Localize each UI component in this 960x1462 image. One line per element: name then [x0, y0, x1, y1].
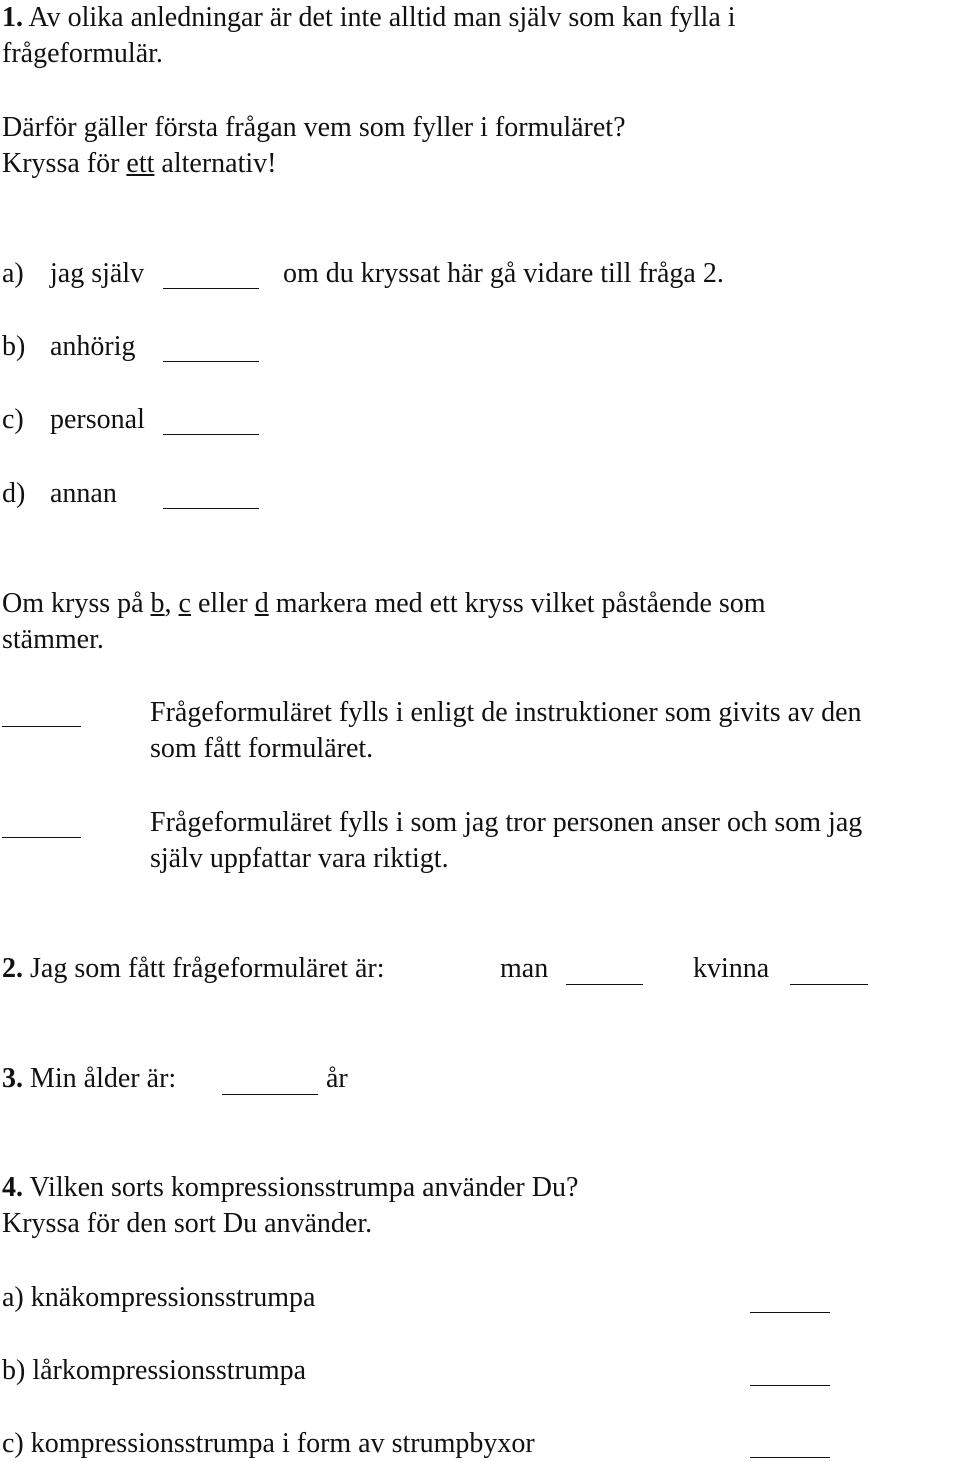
- q3-unit: år: [326, 1063, 348, 1094]
- q2-man-label: man: [500, 953, 549, 984]
- q3-text: Min ålder är:: [30, 1063, 177, 1094]
- q1-option-b-letter: b): [2, 331, 26, 362]
- q1-follow-c: c: [178, 588, 191, 619]
- q1-statement-1-blank[interactable]: [2, 726, 81, 727]
- q1-option-c-letter: c): [2, 404, 24, 435]
- q1-option-b-blank[interactable]: [163, 361, 259, 362]
- q3-line: [2, 1061, 176, 1097]
- q4-option-b-letter: b): [2, 1355, 26, 1386]
- q1-option-d-label: annan: [50, 478, 117, 509]
- q1-option-a-label: jag själv: [50, 258, 145, 289]
- q1-follow-pre: Om kryss på: [2, 588, 151, 619]
- q1-instruction-line1: Därför gäller första frågan vem som fyller i formuläret?: [2, 112, 626, 143]
- q1-statement-2-blank[interactable]: [2, 837, 81, 838]
- q3-number: 3.: [2, 1063, 23, 1094]
- q1-intro-line2: frågeformulär.: [2, 38, 163, 69]
- q1-statement-1-line2: som fått formuläret.: [150, 733, 374, 764]
- q2-kvinna-blank[interactable]: [790, 984, 868, 985]
- q1-follow-b: b: [150, 588, 165, 619]
- q1-follow-d: d: [254, 588, 269, 619]
- q1-option-b-label: anhörig: [50, 331, 136, 362]
- q1-statement-1-line1: Frågeformuläret fylls i enligt de instruktioner som givits av den: [150, 697, 862, 728]
- q1-option-c-label: personal: [50, 404, 145, 435]
- q1-follow-sep1: ,: [164, 588, 179, 619]
- q4-option-a-blank[interactable]: [750, 1312, 830, 1313]
- q2-line: [2, 951, 385, 987]
- q4-option-b: [2, 1353, 306, 1389]
- q2-man-blank[interactable]: [566, 984, 643, 985]
- q1-intro-text: Av olika anledningar är det inte alltid man själv som kan fylla i: [28, 2, 736, 33]
- q1-statement-2-line1: Frågeformuläret fylls i som jag tror personen anser och som jag: [150, 807, 863, 838]
- q4-option-b-blank[interactable]: [750, 1385, 830, 1386]
- q4-option-c-letter: c): [2, 1428, 24, 1459]
- q4-option-c: [2, 1426, 535, 1462]
- q1-number: 1.: [2, 2, 23, 33]
- q4-text: Vilken sorts kompressionsstrumpa använder Du?: [29, 1172, 579, 1203]
- q1-option-a-letter: a): [2, 258, 24, 289]
- q1-option-d-blank[interactable]: [163, 508, 259, 509]
- q3-age-blank[interactable]: [222, 1094, 318, 1095]
- q4-option-b-label: lårkompressionsstrumpa: [32, 1355, 307, 1386]
- q1-intro-line1: [2, 0, 736, 36]
- q4-line1: [2, 1170, 578, 1206]
- q1-option-a-note: om du kryssat här gå vidare till fråga 2.: [283, 258, 724, 289]
- q1-follow-line2: stämmer.: [2, 624, 104, 655]
- q4-option-a-letter: a): [2, 1282, 24, 1313]
- q1-statement-2-line2: själv uppfattar vara riktigt.: [150, 843, 449, 874]
- q1-follow-sep2: eller: [190, 588, 255, 619]
- q1-follow-post: markera med ett kryss vilket påstående som: [268, 588, 766, 619]
- q4-option-a-label: knäkompressionsstrumpa: [30, 1282, 316, 1313]
- q1-follow-line1: [2, 586, 766, 622]
- q1-instr-pre: Kryssa för: [2, 148, 127, 179]
- q2-kvinna-label: kvinna: [693, 953, 770, 984]
- q4-option-c-blank[interactable]: [750, 1457, 830, 1458]
- q1-option-c-blank[interactable]: [163, 434, 259, 435]
- q4-number: 4.: [2, 1172, 23, 1203]
- q1-instr-ett: ett: [126, 148, 155, 179]
- q4-line2: Kryssa för den sort Du använder.: [2, 1208, 373, 1239]
- q1-option-d-letter: d): [2, 478, 26, 509]
- q2-number: 2.: [2, 953, 23, 984]
- q4-option-a: [2, 1280, 315, 1316]
- q1-option-a-blank[interactable]: [163, 288, 259, 289]
- q4-option-c-label: kompressionsstrumpa i form av strumpbyxor: [30, 1428, 535, 1459]
- q1-instruction-line2: [2, 146, 276, 182]
- q2-text: Jag som fått frågeformuläret är:: [30, 953, 385, 984]
- q1-instr-post: alternativ!: [154, 148, 277, 179]
